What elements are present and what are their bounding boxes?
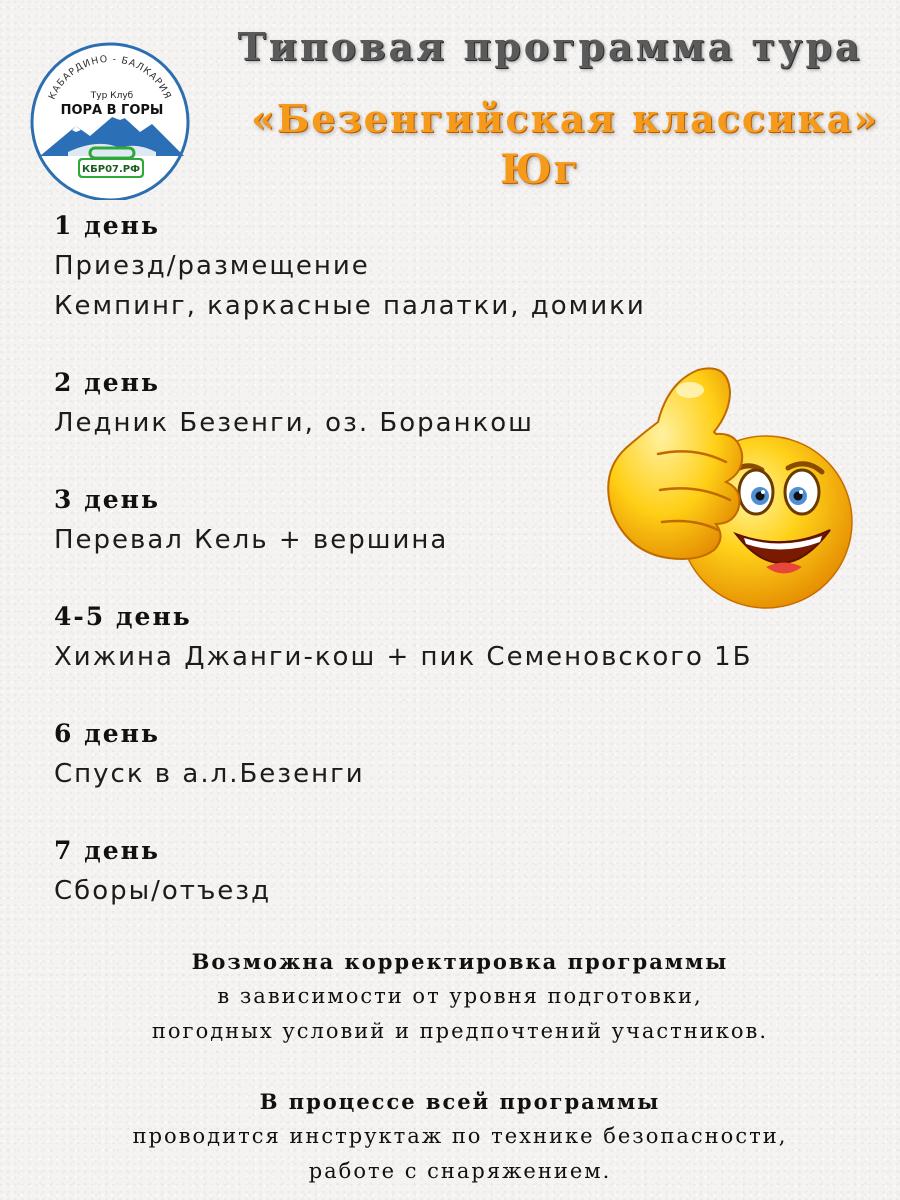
day-title: 3 день [54,485,160,514]
tour-name: «Безенгийская классика» [251,96,879,141]
day-block [54,831,854,911]
day-title: 4-5 день [54,602,192,631]
correction-text: погодных условий и предпочтений участников. [151,1019,769,1043]
logo-arc-text: КАБАРДИНО - БАЛКАРИЯ [46,53,174,102]
tour-region: Юг [500,146,580,193]
day-item: Перевал Кель + вершина [54,525,449,555]
logo-club-label: Тур Клуб [90,91,134,101]
day-item: Кемпинг, каркасные палатки, домики [54,291,646,321]
day-block [54,714,854,794]
page-title: Типовая программа тура [237,24,863,69]
club-logo [28,40,193,200]
day-item: Хижина Джанги-кош + пик Семеновского 1Б [54,642,753,672]
day-title: 7 день [54,836,160,865]
correction-text: в зависимости от уровня подготовки, [217,984,703,1008]
safety-heading: В процессе всей программы [259,1089,661,1114]
logo-club-name: ПОРА В ГОРЫ [60,103,164,118]
day-title: 6 день [54,719,160,748]
correction-heading: Возможна корректировка программы [191,949,729,974]
day-item: Сборы/отъезд [54,876,272,906]
safety-text: работе с снаряжением. [308,1159,612,1183]
day-title: 2 день [54,368,160,397]
program-notes [0,944,900,1189]
day-item: Ледник Безенги, оз. Боранкош [54,408,534,438]
safety-text: проводится инструктаж по технике безопасности, [132,1124,788,1148]
thumbs-up-smiley-icon [598,362,858,612]
day-title: 1 день [54,211,160,240]
day-block [54,206,854,326]
logo-site: КБР07.РФ [81,164,141,175]
day-item: Приезд/размещение [54,251,370,281]
day-item: Спуск в а.л.Безенги [54,759,365,789]
